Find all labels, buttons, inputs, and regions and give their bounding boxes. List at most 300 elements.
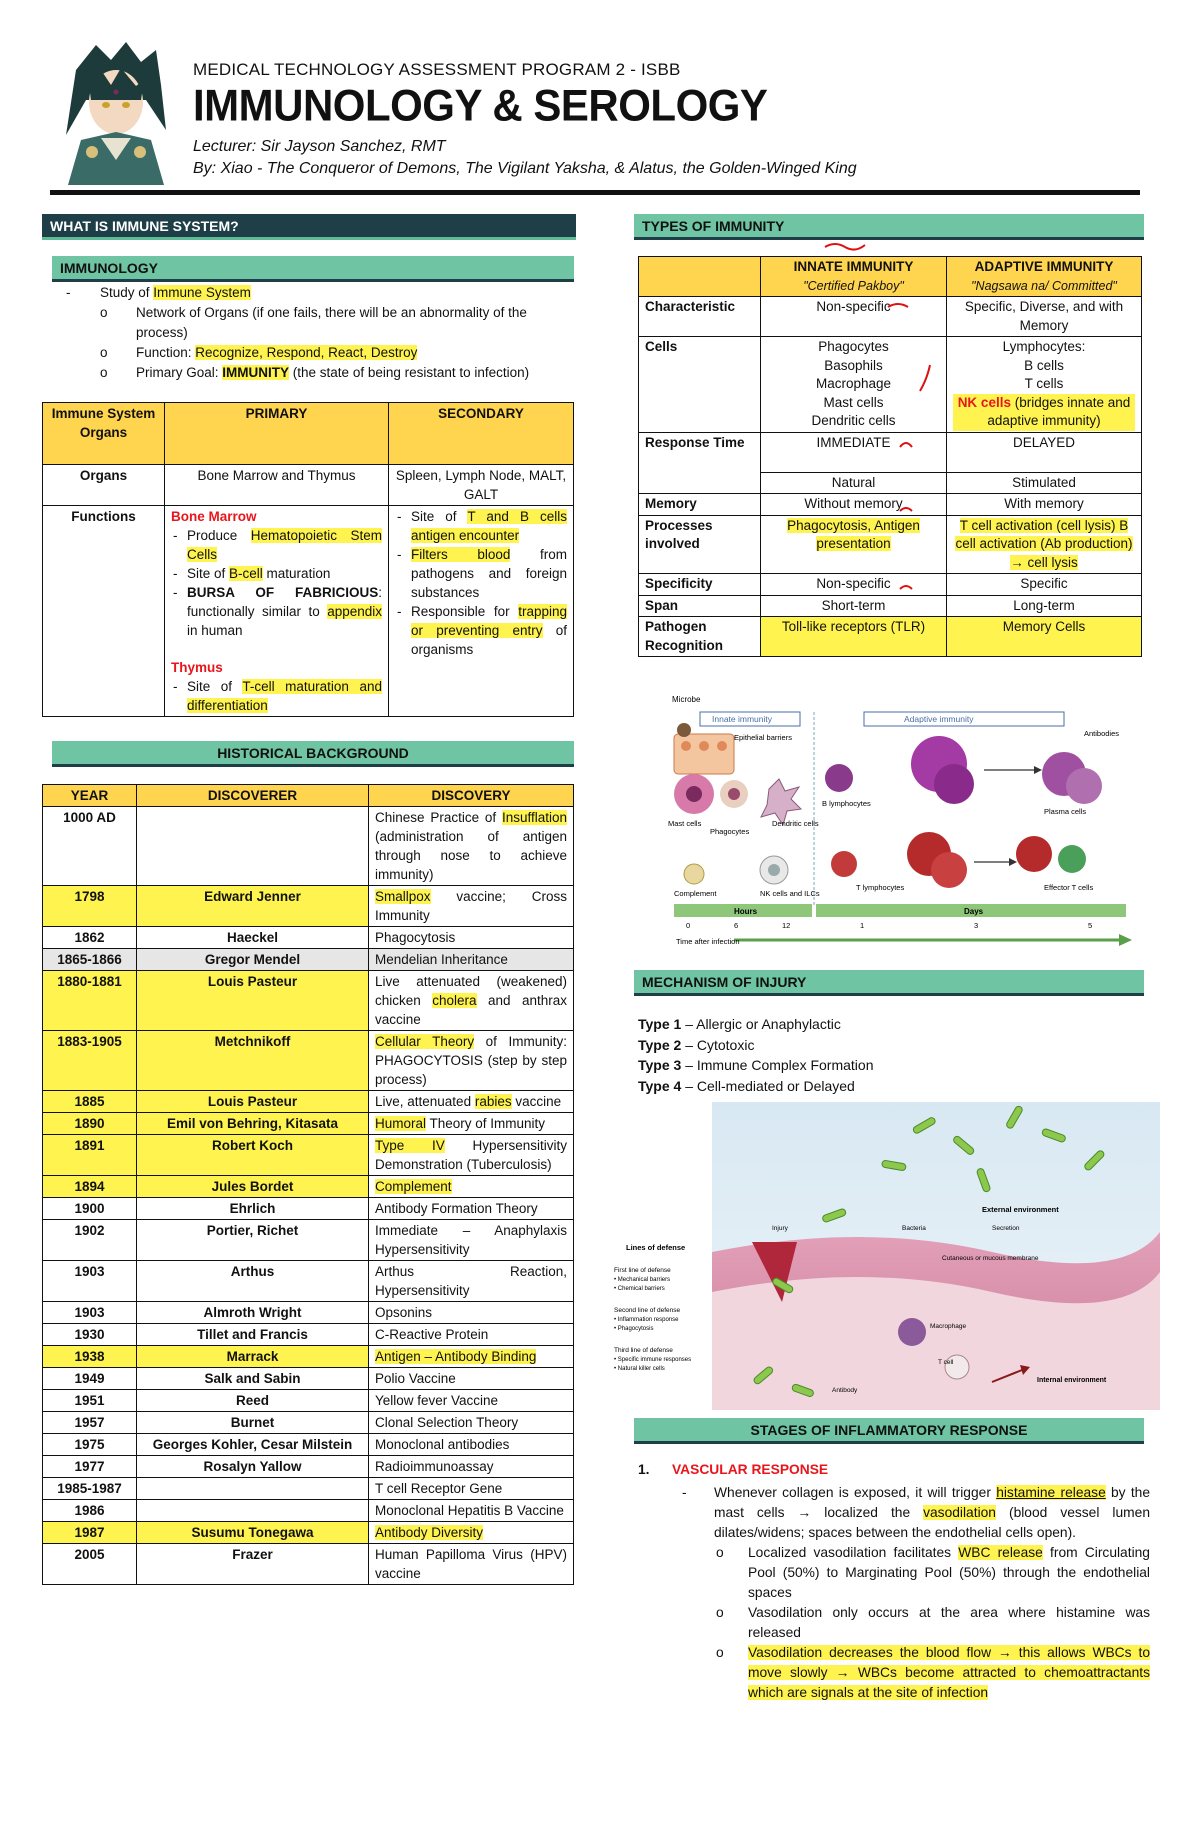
year-cell: 1885 (43, 1091, 137, 1113)
list-item (171, 526, 382, 564)
year-cell: 1957 (43, 1412, 137, 1434)
text: : functionally similar to (187, 585, 382, 619)
text: of organisms (411, 623, 567, 657)
discovery-cell (369, 1390, 574, 1412)
fig-label-complement: Complement (674, 889, 717, 898)
list-item (638, 1055, 1138, 1076)
discoverer-cell (137, 807, 369, 886)
year-cell: 1900 (43, 1198, 137, 1220)
year-cell: 1883-1905 (43, 1031, 137, 1091)
discoverer-cell: Salk and Sabin (137, 1368, 369, 1390)
year-cell: 1951 (43, 1390, 137, 1412)
cell: Specific, Diverse, and with Memory (947, 297, 1142, 337)
discovery-cell (369, 1198, 574, 1220)
cell: Specific (947, 574, 1142, 596)
discovery-text: vaccine; Cross Immunity (375, 889, 567, 923)
table-row (43, 1346, 574, 1368)
highlight: Filters blood (411, 547, 511, 562)
type-label: Type 1 (638, 1016, 682, 1032)
table-row (43, 1478, 574, 1500)
cell-line: B cells (1024, 357, 1064, 373)
cell-line: Phagocytes (818, 339, 889, 354)
discovery-cell (369, 971, 574, 1031)
year-cell: 1903 (43, 1261, 137, 1302)
discoverer-cell: Burnet (137, 1412, 369, 1434)
text: (blood vessel lumen dilates/widens; spaces between the endothelial cells open). (714, 1505, 1150, 1540)
year-cell: 1891 (43, 1135, 137, 1176)
discovery-text: Hypersensitivity Demonstration (Tuberculosis) (375, 1138, 567, 1172)
text: in human (187, 623, 243, 638)
discovery-text: Clonal Selection Theory (375, 1415, 519, 1430)
row-label: Functions (43, 506, 165, 717)
fig-label-time: Time after infection (676, 937, 740, 946)
year-cell: 1987 (43, 1522, 137, 1544)
fig-label-mast: Mast cells (668, 819, 702, 828)
text: by the mast cells → localized the (714, 1485, 1151, 1520)
text: Site of (411, 509, 468, 524)
vascular-heading (638, 1460, 1150, 1480)
table-row (43, 1522, 574, 1544)
discoverer-cell: Ehrlich (137, 1198, 369, 1220)
fig-label-dendritic: Dendritic cells (772, 819, 819, 828)
list-item (171, 564, 382, 583)
discovery-cell (369, 1091, 574, 1113)
row-label: Processes involved (639, 515, 761, 574)
cell: Natural (761, 472, 947, 494)
fig-label-innate: Innate immunity (712, 714, 772, 724)
highlight: vasodilation (923, 1505, 996, 1520)
fig-label-t-lymph: T lymphocytes (856, 883, 905, 892)
study-prefix: Study of (100, 285, 154, 300)
section-historical-background: HISTORICAL BACKGROUND (52, 741, 574, 767)
discovery-highlight: Antibody Diversity (375, 1525, 484, 1540)
text: Vasodilation only occurs at the area where histamine was released (748, 1605, 1150, 1640)
immunology-notes (52, 283, 572, 383)
discoverer-cell: Georges Kohler, Cesar Milstein (137, 1434, 369, 1456)
section-types-of-immunity: TYPES OF IMMUNITY (634, 214, 1144, 240)
discovery-cell (369, 927, 574, 949)
discoverer-cell: Reed (137, 1390, 369, 1412)
handwritten-annotations (770, 235, 1150, 625)
text: BURSA OF FABRICIOUS (187, 585, 379, 600)
table-row (43, 1456, 574, 1478)
cell: Non-specific (761, 574, 947, 596)
goal-highlight: IMMUNITY (222, 365, 290, 380)
adaptive-subheading: "Nagsawa na/ Committed" (971, 278, 1117, 293)
discovery-text: (administration of antigen through nose to achieve immunity) (375, 829, 567, 882)
cell-line: T cells (1024, 376, 1064, 391)
cell: Non-specific (761, 297, 947, 337)
secondary-list (395, 507, 567, 659)
goal-prefix: Primary Goal: (136, 365, 223, 380)
adaptive-heading: ADAPTIVE IMMUNITY (974, 259, 1114, 274)
author-avatar-image (56, 40, 176, 185)
table-row (43, 949, 574, 971)
discoverer-cell: Edward Jenner (137, 886, 369, 927)
fig2-secretion: Secretion (992, 1225, 1020, 1232)
cell: DELAYED (947, 432, 1142, 472)
type-text: – Cytotoxic (681, 1036, 755, 1053)
table-row (43, 1135, 574, 1176)
discovery-text: and anthrax vaccine (375, 993, 567, 1027)
fig-label-adaptive: Adaptive immunity (904, 714, 974, 724)
nk-cells-note: (bridges innate and adaptive immunity) (987, 394, 1131, 428)
discovery-cell (369, 1522, 574, 1544)
discoverer-cell: Susumu Tonegawa (137, 1522, 369, 1544)
year-cell: 1862 (43, 927, 137, 949)
fig-tick: 5 (1088, 921, 1093, 930)
year-cell: 1902 (43, 1220, 137, 1261)
discovery-text: Monoclonal Hepatitis B Vaccine (375, 1503, 564, 1518)
thymus-title: Thymus (171, 660, 223, 675)
discovery-text: Radioimmunoassay (375, 1459, 494, 1474)
table-row (43, 1412, 574, 1434)
section-immunology: IMMUNOLOGY (52, 256, 574, 282)
year-cell: 1890 (43, 1113, 137, 1135)
cell: Stimulated (947, 472, 1142, 494)
col-discoverer: DISCOVERER (137, 785, 369, 807)
discovery-text: Arthus Reaction, Hypersensitivity (375, 1264, 567, 1298)
cell-line: Mast cells (823, 394, 884, 410)
list-item (638, 1076, 1138, 1097)
cell (389, 506, 574, 717)
document-title: IMMUNOLOGY & SEROLOGY (193, 80, 768, 131)
fig2-tcell: T cell (938, 1359, 954, 1366)
discovery-cell (369, 1176, 574, 1198)
discoverer-cell (137, 1500, 369, 1522)
table-row (43, 807, 574, 886)
fig2-membrane: Cutaneous or mucous membrane (942, 1255, 1039, 1262)
list-item (638, 1483, 1150, 1543)
cell: Without memory (761, 494, 947, 516)
discovery-text: of Immunity: PHAGOCYTOSIS (step by step process) (375, 1034, 567, 1087)
fig-label-antibodies: Antibodies (1084, 729, 1120, 738)
year-cell: 1903 (43, 1302, 137, 1324)
fig2-injury: Injury (772, 1225, 788, 1232)
list-item (638, 1643, 1150, 1703)
discovery-text: Polio Vaccine (375, 1371, 456, 1386)
row-label: Memory (639, 494, 761, 516)
table-header-row (43, 785, 574, 807)
year-cell: 1894 (43, 1176, 137, 1198)
fig-label-plasma: Plasma cells (1044, 807, 1087, 816)
cell: Spleen, Lymph Node, MALT, GALT (389, 465, 574, 506)
discoverer-cell: Rosalyn Yallow (137, 1456, 369, 1478)
discovery-text: Phagocytosis (375, 930, 456, 945)
discovery-text: Chinese Practice of (375, 810, 502, 825)
lines-of-defense-figure (612, 1102, 1160, 1410)
thymus-list (171, 677, 382, 715)
discovery-highlight: rabies (474, 1094, 512, 1109)
discovery-cell (369, 1261, 574, 1302)
discovery-cell (369, 1220, 574, 1261)
discovery-highlight: Insufflation (501, 810, 567, 825)
discovery-text: Live attenuated (weakened) chicken (375, 974, 567, 1008)
lecturer-line: Lecturer: Sir Jayson Sanchez, RMT (193, 138, 446, 155)
text: from pathogens and foreign substances (411, 547, 567, 600)
discovery-cell (369, 807, 574, 886)
discovery-text: Theory of Immunity (426, 1116, 546, 1131)
discoverer-cell: Marrack (137, 1346, 369, 1368)
discoverer-cell: Gregor Mendel (137, 949, 369, 971)
discovery-cell (369, 1434, 574, 1456)
text: Whenever collagen is exposed, it will trigger (714, 1485, 997, 1500)
fig-tick: 6 (734, 921, 739, 930)
discovery-cell (369, 1456, 574, 1478)
fig2-macrophage: Macrophage (930, 1323, 967, 1330)
cell-line: Dendritic cells (811, 413, 896, 428)
table-row (43, 927, 574, 949)
table-row (43, 1031, 574, 1091)
discoverer-cell: Jules Bordet (137, 1176, 369, 1198)
table-row (43, 1390, 574, 1412)
text: Responsible for (411, 604, 519, 619)
table-row (43, 1113, 574, 1135)
highlight: trapping or preventing entry (411, 604, 567, 638)
history-table (42, 784, 574, 1585)
fig2-internal: Internal environment (1037, 1377, 1107, 1384)
cell: Short-term (761, 595, 947, 617)
discoverer-cell: Emil von Behring, Kitasata (137, 1113, 369, 1135)
table-row (43, 971, 574, 1031)
list-item (638, 1603, 1150, 1643)
year-cell: 2005 (43, 1544, 137, 1585)
year-cell: 1977 (43, 1456, 137, 1478)
row-label: Response Time (639, 432, 761, 494)
highlight: Hematopoietic Stem Cells (187, 528, 382, 562)
discovery-highlight: cholera (432, 993, 477, 1008)
discovery-text: Yellow fever Vaccine (375, 1393, 499, 1408)
cell: Memory Cells (947, 617, 1142, 657)
table-row (43, 1544, 574, 1585)
table-row (43, 1324, 574, 1346)
fig2-second-2: • Phagocytosis (614, 1326, 654, 1332)
innate-subheading: "Certified Pakboy" (803, 278, 904, 293)
discovery-highlight: Cellular Theory (375, 1034, 475, 1049)
col-organs: Immune System Organs (43, 403, 165, 465)
list-item (171, 677, 382, 715)
nk-cells-label: NK cells (957, 394, 1011, 410)
discovery-text: Human Papilloma Virus (HPV) vaccine (375, 1547, 567, 1581)
text: Site of (187, 566, 230, 581)
fig2-first: First line of defense (614, 1267, 671, 1274)
highlight: Vasodilation decreases the blood flow → this allows WBCs to move slowly → WBCs become attracted to chemoattractants which are signals at the site of infection (748, 1645, 1150, 1700)
highlight: T cell activation (cell lysis) B cell activation (Ab production) → cell lysis (955, 517, 1133, 570)
fig-tick: 3 (974, 921, 979, 930)
discovery-text: Monoclonal antibodies (375, 1437, 510, 1452)
row-label: Cells (639, 337, 761, 433)
discovery-highlight: Antigen – Antibody Binding (375, 1349, 537, 1364)
discoverer-cell (137, 1478, 369, 1500)
history-body (43, 807, 574, 1585)
header-divider (50, 190, 1140, 195)
innate-heading: INNATE IMMUNITY (793, 259, 914, 274)
type-text: – Cell-mediated or Delayed (681, 1077, 855, 1094)
discovery-cell (369, 1544, 574, 1585)
fig2-second-1: • Inflammation response (614, 1317, 679, 1323)
fig2-third-1: • Specific immune responses (614, 1357, 692, 1363)
injury-types (638, 1014, 1138, 1096)
discovery-cell (369, 1324, 574, 1346)
table-row (43, 1261, 574, 1302)
fig2-first-1: • Mechanical barriers (614, 1277, 671, 1283)
fig-label-effector: Effector T cells (1044, 883, 1094, 892)
row-label: Specificity (639, 574, 761, 596)
discovery-cell (369, 1346, 574, 1368)
discoverer-cell: Arthus (137, 1261, 369, 1302)
function-highlight: Recognize, Respond, React, Destroy (195, 345, 418, 360)
year-cell: 1938 (43, 1346, 137, 1368)
table-row (43, 886, 574, 927)
discovery-cell (369, 1478, 574, 1500)
list-item (171, 583, 382, 640)
discoverer-cell: Metchnikoff (137, 1031, 369, 1091)
cell: Bone Marrow and Thymus (165, 465, 389, 506)
fig2-bacteria: Bacteria (902, 1225, 926, 1232)
col-year: YEAR (43, 785, 137, 807)
year-cell: 1986 (43, 1500, 137, 1522)
discoverer-cell: Haeckel (137, 927, 369, 949)
fig2-third: Third line of defense (614, 1347, 673, 1354)
highlight: WBC release (958, 1545, 1043, 1560)
text: Localized vasodilation facilitates (748, 1545, 959, 1560)
list-item (638, 1543, 1150, 1603)
discovery-highlight: Type IV (375, 1138, 445, 1153)
cell: Toll-like receptors (TLR) (761, 617, 947, 657)
goal-suffix: (the state of being resistant to infection) (289, 365, 530, 380)
year-cell: 1798 (43, 886, 137, 927)
discoverer-cell: Tillet and Francis (137, 1324, 369, 1346)
discovery-cell (369, 1368, 574, 1390)
list-item (638, 1035, 1138, 1056)
fig-tick: 0 (686, 921, 691, 930)
discovery-cell (369, 1135, 574, 1176)
discovery-text: T cell Receptor Gene (375, 1481, 503, 1496)
type-label: Type 4 (638, 1077, 682, 1094)
discovery-cell (369, 1500, 574, 1522)
innate-adaptive-figure (664, 694, 1134, 956)
col-discovery: DISCOVERY (369, 785, 574, 807)
discovery-text: Opsonins (375, 1305, 433, 1320)
fig2-external: External environment (982, 1205, 1059, 1214)
discovery-cell (369, 1412, 574, 1434)
discovery-cell (369, 886, 574, 927)
discoverer-cell: Almroth Wright (137, 1302, 369, 1324)
fig2-third-2: • Natural killer cells (614, 1366, 665, 1372)
discovery-highlight: Complement (375, 1179, 452, 1194)
year-cell: 1985-1987 (43, 1478, 137, 1500)
highlight: appendix (327, 604, 382, 619)
row-label: Organs (43, 465, 165, 506)
type-label: Type 2 (638, 1036, 682, 1053)
list-item (395, 602, 567, 659)
cell (165, 506, 389, 717)
year-cell: 1865-1866 (43, 949, 137, 971)
list-item (395, 507, 567, 545)
year-cell: 1930 (43, 1324, 137, 1346)
table-row (43, 1176, 574, 1198)
table-header-row (43, 403, 574, 465)
cell: IMMEDIATE (761, 432, 947, 472)
fig-tick: 12 (782, 921, 791, 930)
section-what-is-immune-system: WHAT IS IMMUNE SYSTEM? (42, 214, 576, 240)
discovery-text: vaccine (511, 1094, 562, 1109)
text: maturation (262, 566, 331, 581)
section-mechanism-of-injury: MECHANISM OF INJURY (634, 970, 1144, 996)
fig2-lines: Lines of defense (626, 1243, 686, 1252)
fig-label-hours: Hours (734, 907, 758, 916)
type-text: – Immune Complex Formation (681, 1057, 874, 1073)
table-row (43, 1368, 574, 1390)
discovery-text: Immediate – Anaphylaxis Hypersensitivity (375, 1223, 567, 1257)
fig-tick: 1 (860, 921, 865, 930)
fig-label-phagocytes: Phagocytes (710, 827, 750, 836)
discovery-text: C-Reactive Protein (375, 1327, 489, 1342)
discovery-highlight: Smallpox (375, 889, 431, 904)
col-primary: PRIMARY (165, 403, 389, 465)
table-row (43, 1302, 574, 1324)
type-text: – Allergic or Anaphylactic (681, 1016, 841, 1032)
fig-label-b-lymph: B lymphocytes (822, 799, 871, 808)
text: Produce (187, 528, 251, 543)
list-item (52, 283, 572, 303)
highlight: T and B cells antigen encounter (411, 509, 568, 543)
year-cell: 1975 (43, 1434, 137, 1456)
bullet: o (716, 1645, 724, 1660)
year-cell: 1000 AD (43, 807, 137, 886)
list-item (52, 363, 572, 383)
year-cell: 1949 (43, 1368, 137, 1390)
cell: With memory (947, 494, 1142, 516)
study-highlight: Immune System (153, 285, 251, 300)
discoverer-cell: Louis Pasteur (137, 971, 369, 1031)
fig-label-microbe: Microbe (672, 695, 701, 704)
blank-header (639, 257, 761, 297)
immune-organs-table (42, 402, 574, 717)
discoverer-cell: Louis Pasteur (137, 1091, 369, 1113)
list-number: 1. (638, 1462, 650, 1477)
list-item (395, 545, 567, 602)
row-label: Pathogen Recognition (639, 617, 761, 657)
table-row (43, 1220, 574, 1261)
section-stages-of-inflammatory-response: STAGES OF INFLAMMATORY RESPONSE (634, 1418, 1144, 1444)
discovery-highlight: Humoral (375, 1116, 427, 1131)
cell-line: Basophils (824, 357, 883, 373)
fig-label-days: Days (964, 907, 984, 916)
col-secondary: SECONDARY (389, 403, 574, 465)
discoverer-cell: Robert Koch (137, 1135, 369, 1176)
row-label: Span (639, 595, 761, 617)
discovery-text: Antibody Formation Theory (375, 1201, 538, 1216)
list-item (638, 1014, 1138, 1035)
discovery-text: Mendelian Inheritance (375, 952, 508, 967)
row-label: Characteristic (639, 297, 761, 337)
fig2-antibody: Antibody (832, 1387, 858, 1394)
bone-marrow-title: Bone Marrow (171, 509, 257, 524)
discoverer-cell: Frazer (137, 1544, 369, 1585)
table-row (43, 1198, 574, 1220)
discovery-cell (369, 1031, 574, 1091)
highlight: Phagocytosis, Antigen presentation (787, 517, 920, 551)
author-line: By: Xiao - The Conqueror of Demons, The Vigilant Yaksha, & Alatus, the Golden-Winged King (193, 160, 857, 177)
text: Site of (187, 679, 243, 694)
discovery-text: Live, attenuated (375, 1094, 475, 1109)
table-row (43, 506, 574, 717)
table-row (43, 1091, 574, 1113)
discovery-cell (369, 1113, 574, 1135)
year-cell: 1880-1881 (43, 971, 137, 1031)
bullet: o (716, 1545, 724, 1560)
